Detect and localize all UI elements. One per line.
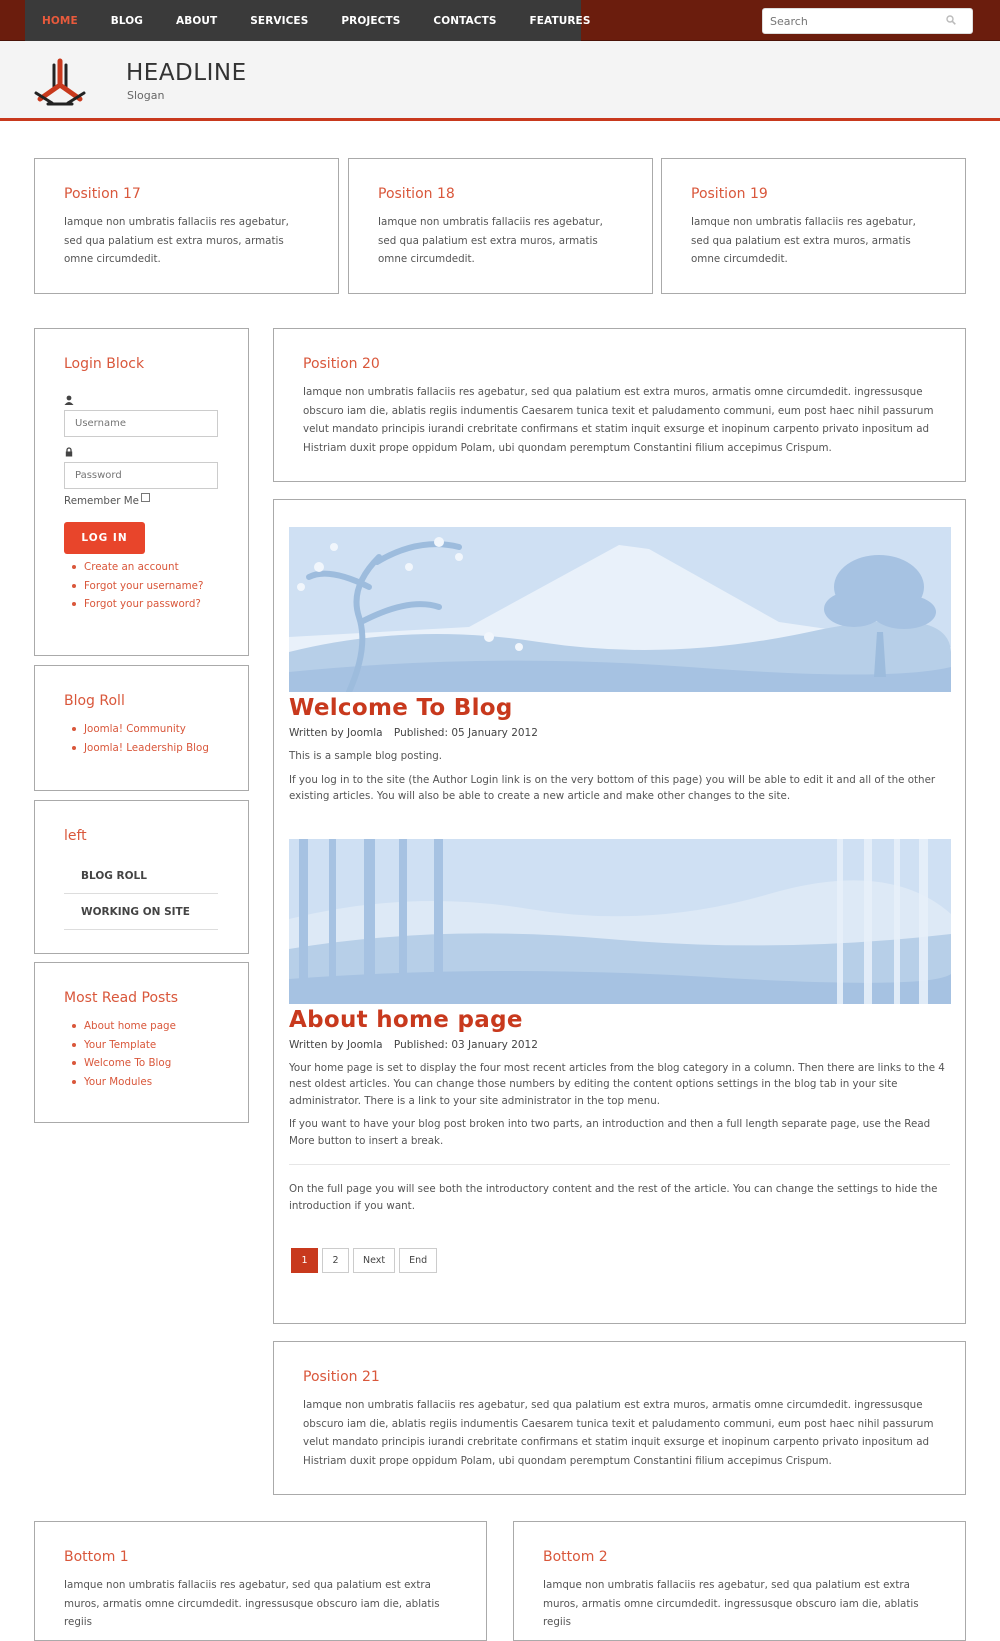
blog-roll-module [34,665,249,791]
remember-me [64,495,219,507]
site-slogan: Slogan [127,89,165,102]
most-read-module [34,962,249,1123]
module-text: Iamque non umbratis fallaciis res agebatur, sed qua palatium est extra muros, armatis omne circumdedit. [378,216,603,265]
module-title: Position 21 [303,1369,380,1385]
module-title: Position 18 [378,186,455,202]
module-text: Iamque non umbratis fallaciis res agebatur, sed qua palatium est extra muros, armatis omne circumdedit. ingressusque obscuro iam die, ablatis regiis [64,1579,440,1628]
forgot-password-link[interactable]: Forgot your password? [72,595,219,614]
article-title[interactable]: Welcome To Blog [289,695,513,721]
most-read-list [64,1017,219,1091]
article [289,839,950,1215]
blog-roll-title: Blog Roll [64,693,125,709]
create-account-link[interactable]: Create an account [72,558,219,577]
password-field[interactable] [64,462,218,489]
username-field[interactable] [64,410,218,437]
article [289,527,950,805]
main-nav [25,0,591,41]
article-date: Published: 05 January 2012 [393,727,538,739]
article-image-mountain[interactable] [289,527,951,692]
menu-item-blog-roll[interactable]: BLOG ROLL [64,858,218,894]
forgot-username-link[interactable]: Forgot your username? [72,577,219,596]
nav-projects[interactable]: PROJECTS [341,14,401,27]
left-menu-module [34,800,249,954]
most-read-link[interactable]: Welcome To Blog [72,1054,219,1073]
module-title: Position 20 [303,356,380,372]
nav-contacts[interactable]: CONTACTS [433,14,497,27]
next-button[interactable]: Next [353,1248,395,1273]
module-text: Iamque non umbratis fallaciis res agebatur, sed qua palatium est extra muros, armatis omne circumdedit. ingressusque obscuro iam die, ablatis regiis indumentis Caesarem tunica texit et paludamento communi, eum post haec nihil passurum velut mandato principis iurandi crebritate confirmans et statim inquit exsurge et inopinum carpento privato inpositum ad Histriam duxit prope oppidum Polam, ubi quondam peremptum Constantini filium accepimus Crispum. [303,386,934,454]
login-button[interactable]: LOG IN [64,522,145,554]
article-paragraph: This is a sample blog posting. [289,750,443,762]
most-read-link[interactable]: Your Modules [72,1073,219,1092]
left-menu-title: left [64,828,87,844]
module-text: Iamque non umbratis fallaciis res agebatur, sed qua palatium est extra muros, armatis omne circumdedit. ingressusque obscuro iam die, ablatis regiis indumentis Caesarem tunica texit et paludamento communi, eum post haec nihil passurum velut mandato principis iurandi crebritate confirmans et statim inquit exsurge et inopinum carpento privato inpositum ad Histriam duxit prope oppidum Polam, ubi quondam peremptum Constantini filium accepimus Crispum. [303,1399,934,1467]
pagination [291,1248,950,1273]
page-1-button[interactable]: 1 [291,1248,318,1273]
login-title: Login Block [64,356,145,372]
article-author: Written by Joomla [289,1038,383,1051]
login-module [34,328,249,656]
bottom-2-module [513,1521,966,1641]
article-meta [289,727,950,739]
module-title: Bottom 2 [543,1549,608,1565]
module-title: Bottom 1 [64,1549,129,1565]
remember-label: Remember Me [64,495,140,507]
nav-home[interactable]: HOME [42,14,78,27]
article-paragraph: On the full page you will see both the introductory content and the rest of the article. You can change the settings to hide the introduction if you want. [289,1183,938,1212]
article-meta [289,1039,950,1051]
page-2-button[interactable]: 2 [322,1248,349,1273]
position-19-module [661,158,966,294]
article-paragraph: If you log in to the site (the Author Login link is on the very bottom of this page) you will be able to edit it and all of the other existing articles. You will also be able to create a new article and make other changes to the site. [289,773,936,802]
module-text: Iamque non umbratis fallaciis res agebatur, sed qua palatium est extra muros, armatis omne circumdedit. [64,216,289,265]
blog-roll-list [64,720,219,757]
blog-content [273,499,966,1324]
position-21-module [273,1341,966,1495]
search-icon[interactable] [946,15,956,25]
module-title: Position 19 [691,186,768,202]
end-button[interactable]: End [399,1248,437,1273]
site-header [0,41,1000,121]
module-text: Iamque non umbratis fallaciis res agebatur, sed qua palatium est extra muros, armatis omne circumdedit. ingressusque obscuro iam die, ablatis regiis [543,1579,919,1628]
position-20-module [273,328,966,482]
position-18-module [348,158,653,294]
most-read-title: Most Read Posts [64,990,179,1006]
module-title: Position 17 [64,186,141,202]
nav-blog[interactable]: BLOG [110,14,144,27]
article-image-bamboo[interactable] [289,839,951,1004]
blog-roll-link[interactable]: Joomla! Leadership Blog [72,739,219,758]
lock-icon [64,447,74,457]
article-paragraph: If you want to have your blog post broken into two parts, an introduction and then a full length separate page, use the Read More button to insert a break. [289,1118,931,1147]
blog-roll-link[interactable]: Joomla! Community [72,720,219,739]
most-read-link[interactable]: About home page [72,1017,219,1036]
site-headline: HEADLINE [126,60,247,86]
remember-checkbox[interactable] [141,493,150,502]
nav-about[interactable]: ABOUT [176,14,218,27]
top-bar [0,0,1000,41]
search-box [762,8,973,34]
logo-icon[interactable] [30,57,90,109]
menu-item-working-on-site[interactable]: WORKING ON SITE [64,894,218,930]
search-input[interactable] [770,9,940,33]
nav-features[interactable]: FEATURES [529,14,591,27]
nav-services[interactable]: SERVICES [250,14,309,27]
bottom-1-module [34,1521,487,1641]
article-author: Written by Joomla [289,727,383,739]
module-text: Iamque non umbratis fallaciis res agebatur, sed qua palatium est extra muros, armatis omne circumdedit. [691,216,916,265]
article-date: Published: 03 January 2012 [393,1038,538,1051]
user-icon [64,395,74,405]
login-links [64,558,219,614]
most-read-link[interactable]: Your Template [72,1036,219,1055]
position-17-module [34,158,339,294]
article-paragraph: Your home page is set to display the four most recent articles from the blog category in a column. Then there are links to the 4 nest oldest articles. You can change those numbers by editing the content options settings in the blog tab in your site administrator. There is a link to your site administrator in the top menu. [289,1061,945,1107]
divider [289,1164,950,1165]
article-title[interactable]: About home page [289,1006,523,1033]
